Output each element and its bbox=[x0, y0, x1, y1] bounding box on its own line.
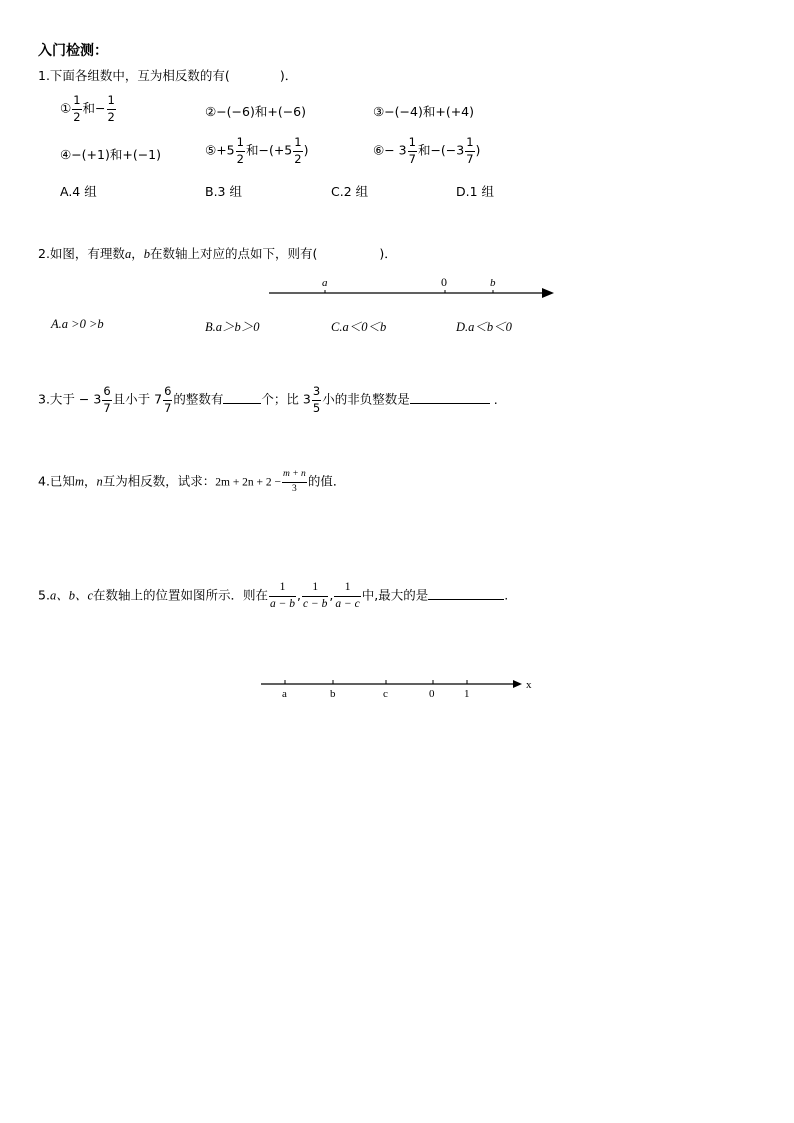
numerator: 6 bbox=[102, 386, 111, 401]
numerator: 1 bbox=[334, 582, 360, 597]
answer-blank-3[interactable] bbox=[428, 599, 504, 600]
denominator: 2 bbox=[294, 151, 302, 166]
q1-option-6-mid: 和−(−3 bbox=[417, 142, 465, 158]
denominator: 2 bbox=[236, 151, 244, 166]
q3-text-2: 且小于 7 bbox=[112, 391, 163, 407]
q4-stem bbox=[38, 470, 345, 494]
q1-option-5-mid: 和−(+5 bbox=[245, 142, 293, 158]
denominator: 7 bbox=[408, 151, 416, 166]
q5-text-4: . bbox=[504, 587, 509, 603]
q5-number-line bbox=[258, 674, 543, 704]
q2-var-b: b bbox=[143, 247, 150, 261]
q4-text-2: 互为相反数，试求： bbox=[102, 473, 216, 489]
q1-option-1-mark: ① bbox=[60, 100, 72, 116]
q5-comma-2: , bbox=[329, 587, 334, 603]
fraction bbox=[334, 582, 360, 610]
denominator: a − b bbox=[270, 597, 296, 610]
denominator: 7 bbox=[103, 400, 111, 415]
fraction bbox=[465, 137, 474, 165]
q5-text-1: 5. bbox=[38, 587, 50, 603]
q1-choice-d: D.1 组 bbox=[456, 184, 495, 199]
numerator: 6 bbox=[163, 386, 172, 401]
q1-choice-a: A.4 组 bbox=[60, 184, 97, 199]
axis-arrow bbox=[542, 288, 554, 298]
label-b: b bbox=[330, 688, 336, 700]
numerator: 1 bbox=[408, 137, 417, 152]
page-title: 入门检测： bbox=[38, 43, 108, 59]
numerator: m + n bbox=[282, 470, 307, 483]
q1-option-4: ④−(+1)和+(−1) bbox=[60, 147, 162, 162]
q1-choice-c: C.2 组 bbox=[331, 184, 369, 199]
q4-text-3: 的值． bbox=[307, 473, 346, 489]
q2-number-line bbox=[265, 272, 557, 302]
label-c: c bbox=[383, 688, 388, 700]
q1-option-6-post: ) bbox=[475, 142, 481, 158]
numerator: 1 bbox=[236, 137, 245, 152]
q4-var-m: m bbox=[74, 474, 84, 489]
q4-var-n: n bbox=[96, 474, 103, 489]
q1-option-1 bbox=[60, 95, 117, 123]
q5-stem bbox=[38, 582, 508, 610]
q2-choice-d: D.a＜b＜0 bbox=[456, 320, 512, 334]
fraction bbox=[102, 386, 111, 414]
fraction bbox=[293, 137, 302, 165]
q3-text-5: 小的非负整数是 bbox=[322, 391, 410, 407]
q1-option-6 bbox=[373, 137, 480, 165]
numerator: 1 bbox=[302, 582, 328, 597]
fraction bbox=[269, 582, 296, 610]
denominator: 5 bbox=[312, 400, 321, 415]
q3-stem bbox=[38, 386, 498, 414]
numerator: 1 bbox=[72, 95, 81, 110]
q1-option-3: ③−(−4)和+(+4) bbox=[373, 104, 475, 119]
q4-expression: 2m + 2n + 2 − bbox=[215, 476, 282, 489]
label-a: a bbox=[322, 277, 328, 289]
q5-comma-1: , bbox=[297, 587, 302, 603]
denominator: 3 bbox=[292, 483, 297, 494]
q2-stem-end: )． bbox=[379, 246, 397, 261]
fraction bbox=[163, 386, 172, 414]
q3-text-3: 的整数有 bbox=[173, 391, 224, 407]
q1-stem bbox=[38, 66, 297, 84]
fraction bbox=[236, 137, 245, 165]
fraction bbox=[302, 582, 328, 610]
numerator: 1 bbox=[269, 582, 296, 597]
denominator: 7 bbox=[466, 151, 474, 166]
denominator: 2 bbox=[107, 109, 115, 124]
q1-option-1-mid: 和− bbox=[82, 100, 106, 116]
fraction bbox=[107, 95, 116, 123]
q1-option-5 bbox=[205, 137, 308, 165]
label-a: a bbox=[282, 688, 287, 700]
q3-text-4: 个；比 3 bbox=[261, 391, 311, 407]
fraction bbox=[282, 470, 307, 494]
fraction bbox=[312, 386, 321, 414]
q5-text-3: 中,最大的是 bbox=[361, 587, 429, 603]
q5-vars: a、b、c bbox=[49, 588, 93, 603]
denominator: c − b bbox=[303, 597, 328, 610]
numerator: 1 bbox=[293, 137, 302, 152]
fraction bbox=[72, 95, 81, 123]
q1-stem-end: )． bbox=[279, 68, 298, 83]
q1-option-2: ②−(−6)和+(−6) bbox=[205, 104, 307, 119]
q4-comma: ， bbox=[83, 473, 97, 489]
q1-stem-text: 1.下面各组数中，互为相反数的有( bbox=[38, 68, 230, 83]
q1-option-5-pre: ⑤+5 bbox=[205, 142, 235, 158]
q2-stem bbox=[38, 244, 397, 262]
q2-choice-c: C.a＜0＜b bbox=[331, 320, 387, 334]
denominator: 2 bbox=[73, 109, 81, 124]
q4-text-1: 4.已知 bbox=[38, 473, 75, 489]
label-zero: 0 bbox=[441, 275, 447, 289]
label-x: x bbox=[526, 679, 532, 691]
q5-text-2: 在数轴上的位置如图所示．则在 bbox=[93, 587, 269, 603]
fraction bbox=[408, 137, 417, 165]
q3-text-1: 3.大于 − 3 bbox=[38, 391, 102, 407]
q2-choice-a: A.a >0 >b bbox=[51, 317, 104, 331]
answer-blank-1[interactable] bbox=[223, 403, 261, 404]
q2-var-a: a bbox=[124, 247, 132, 261]
numerator: 3 bbox=[312, 386, 321, 401]
q1-choice-b: B.3 组 bbox=[205, 184, 242, 199]
q2-choice-b: B.a＞b＞0 bbox=[205, 320, 260, 334]
label-one: 1 bbox=[464, 688, 470, 700]
answer-blank-2[interactable] bbox=[410, 403, 490, 404]
denominator: a − c bbox=[335, 597, 360, 610]
q1-option-5-post: ) bbox=[303, 142, 309, 158]
q2-stem-b: 在数轴上对应的点如下，则有( bbox=[149, 246, 318, 261]
q1-option-6-pre: ⑥− 3 bbox=[373, 142, 407, 158]
axis-arrow bbox=[513, 680, 522, 688]
q2-sep: ， bbox=[131, 246, 144, 261]
numerator: 1 bbox=[465, 137, 474, 152]
denominator: 7 bbox=[164, 400, 172, 415]
q2-stem-a: 2.如图，有理数 bbox=[38, 246, 125, 261]
numerator: 1 bbox=[107, 95, 116, 110]
label-b: b bbox=[490, 277, 496, 289]
label-zero: 0 bbox=[429, 688, 435, 700]
q3-text-6: . bbox=[493, 391, 498, 407]
